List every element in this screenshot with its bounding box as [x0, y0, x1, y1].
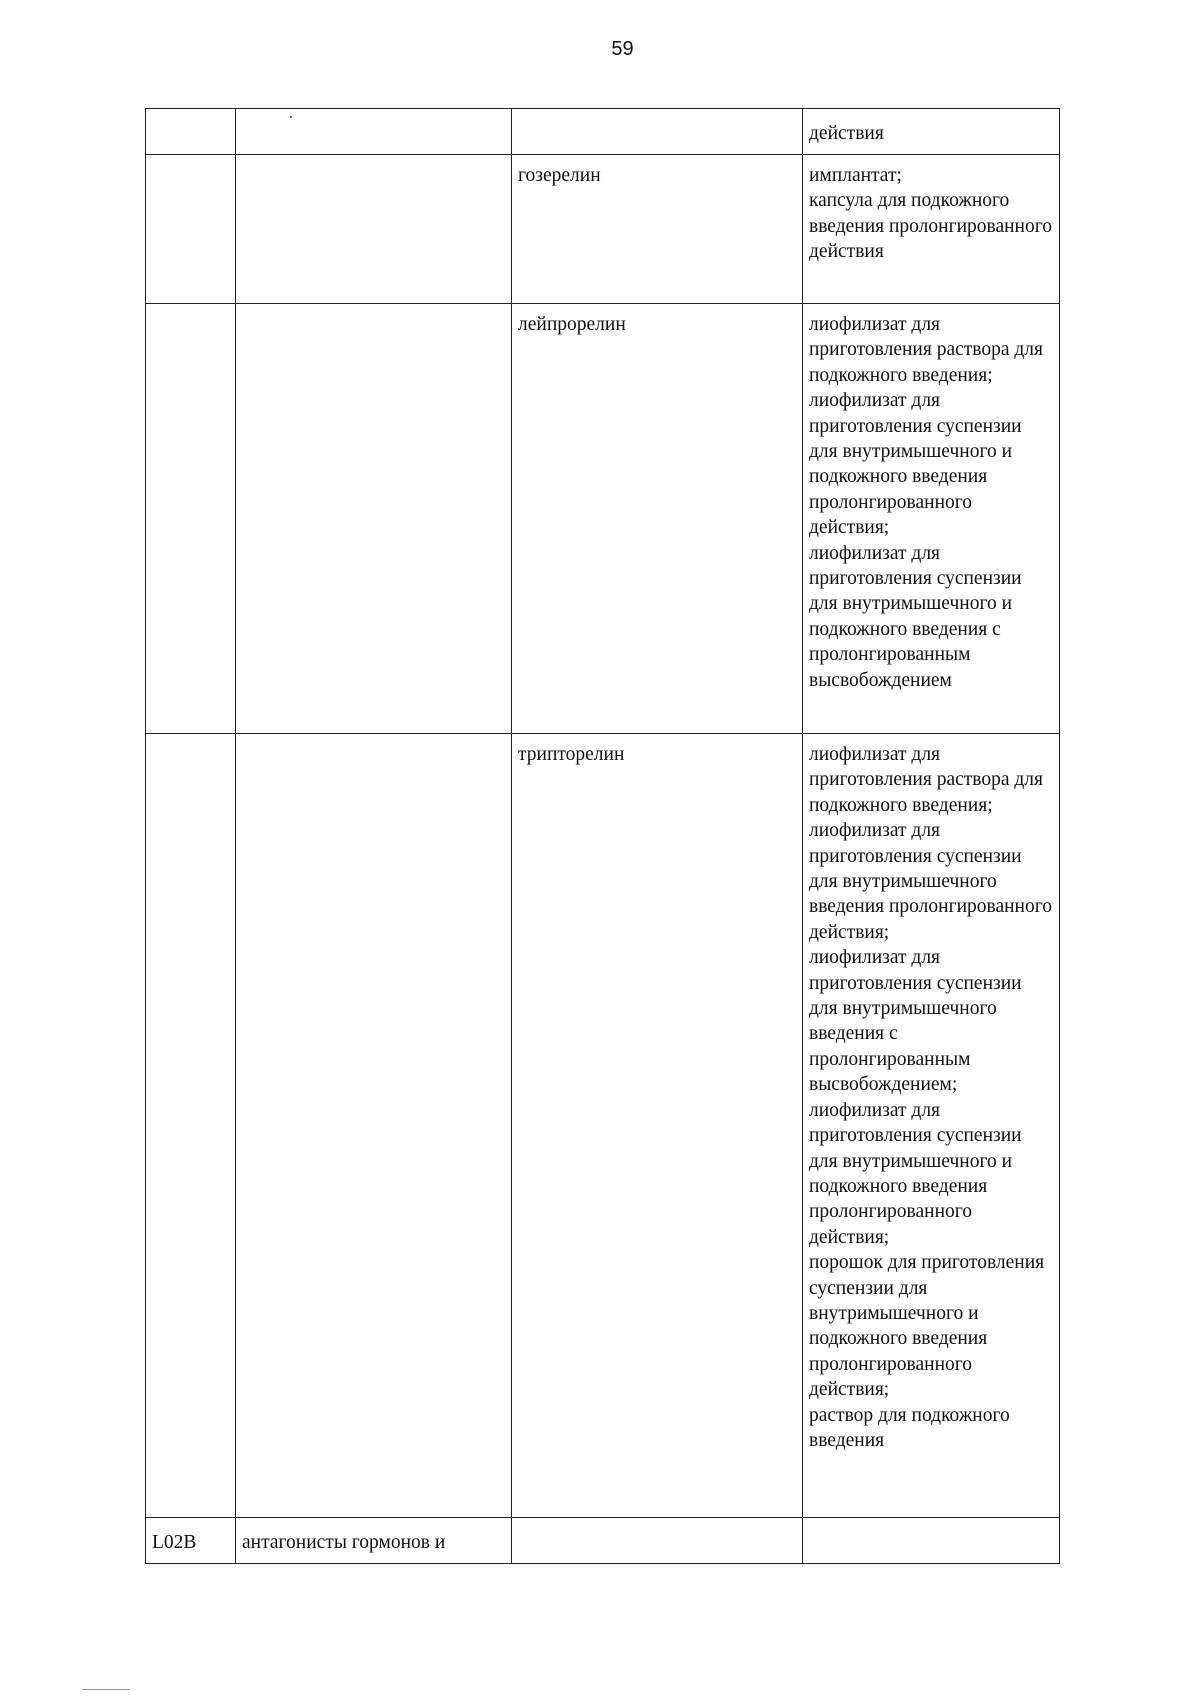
group-name-cell [236, 155, 512, 304]
dosage-form-cell [803, 1518, 1060, 1564]
dosage-form-cell: лиофилизат для приготовления раствора для подкожного введения; лиофилизат для приготовления суспензии для внутримышечного и подкожного введения пролонгированного действия; лиофилизат для приготовления суспензии для внутримышечного и подкожного введения с пролонгированным высвобождением [803, 304, 1060, 734]
page-number: 59 [611, 38, 634, 60]
scan-edge-mark [82, 1689, 130, 1690]
table-row [146, 304, 1060, 734]
atc-code-cell [146, 734, 236, 1518]
drug-name-cell [512, 1518, 803, 1564]
drug-name-cell: трипторелин [512, 734, 803, 1518]
drug-name-cell [512, 109, 803, 155]
group-name-cell [236, 109, 512, 155]
atc-code-cell: L02B [146, 1518, 236, 1564]
table-row [146, 734, 1060, 1518]
medication-table [145, 108, 1060, 1564]
table-row [146, 1518, 1060, 1564]
drug-name-cell: гозерелин [512, 155, 803, 304]
group-name-cell [236, 304, 512, 734]
dosage-form-cell: имплантат; капсула для подкожного введения пролонгированного действия [803, 155, 1060, 304]
group-name-cell [236, 734, 512, 1518]
atc-code-cell [146, 155, 236, 304]
drug-name-cell: лейпрорелин [512, 304, 803, 734]
table-row [146, 109, 1060, 155]
atc-code-cell [146, 109, 236, 155]
table-row [146, 155, 1060, 304]
dosage-form-cell: лиофилизат для приготовления раствора для подкожного введения; лиофилизат для приготовления суспензии для внутримышечного введения пролонгированного действия; лиофилизат для приготовления суспензии для внутримышечного введения с пролонгированным высвобождением; лиофилизат для приготовления суспензии для внутримышечного и подкожного введения пролонгированного действия; порошок для приготовления суспензии для внутримышечного и подкожного введения пролонгированного действия; раствор для подкожного введения [803, 734, 1060, 1518]
dosage-form-cell: действия [803, 109, 1060, 155]
atc-code-cell [146, 304, 236, 734]
group-name-cell: антагонисты гормонов и [236, 1518, 512, 1564]
